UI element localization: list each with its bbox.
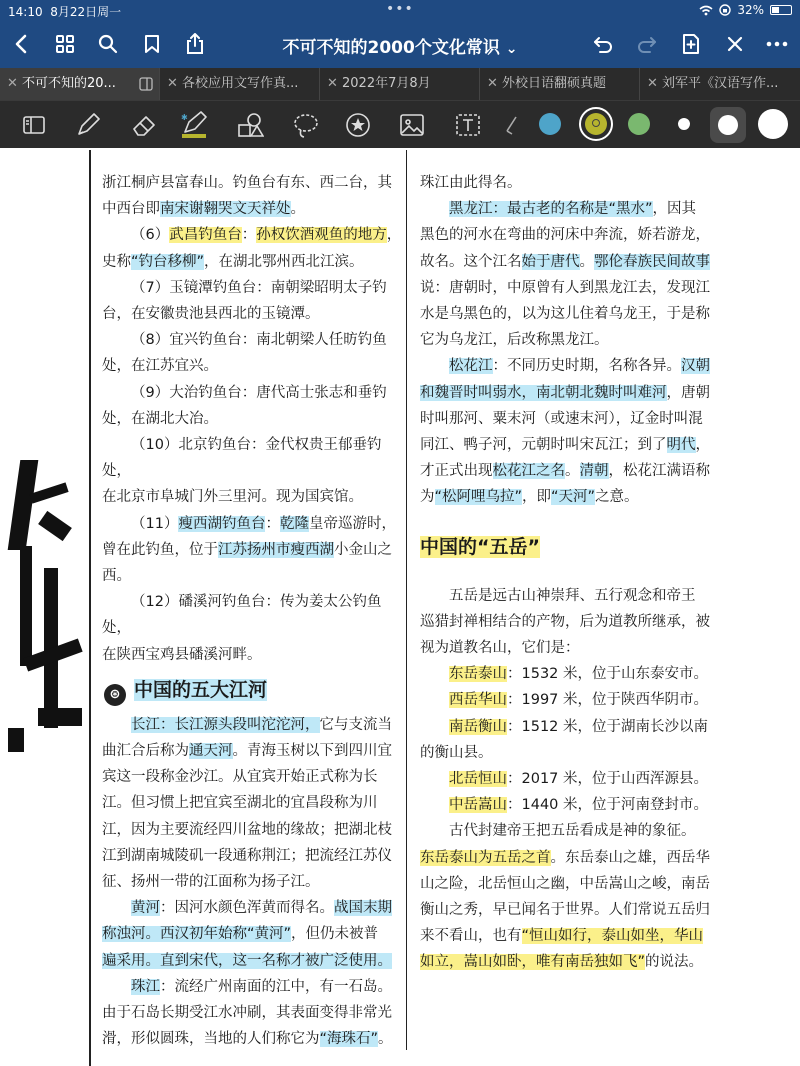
text-line: 同江、鸭子河，元朝时叫宋瓦江；到了明代， [420, 437, 710, 454]
text-line: 在北京市阜城门外三里河。现为国宾馆。 [102, 489, 363, 506]
highlight[interactable]: 北岳恒山 [449, 771, 507, 788]
search-icon[interactable] [93, 29, 123, 59]
text-line: 松花江：不同历史时期，名称各异。汉朝 [449, 358, 710, 375]
text-line: 珠江：流经广州南面的江中，有一石岛。 [131, 978, 392, 995]
laser-icon[interactable] [500, 109, 522, 141]
highlight[interactable]: 东岳泰山 [449, 666, 507, 683]
add-page-icon[interactable] [676, 29, 706, 59]
text-line: （6）武昌钓鱼台：孙权饮酒观鱼的地方， [131, 227, 402, 244]
text-line: 浙江桐庐县富春山。钓鱼台有东、西二台，其 [102, 175, 392, 191]
highlight[interactable]: 如立，嵩山如卧，唯有南岳独如飞” [420, 954, 646, 971]
column-border-left [89, 150, 91, 1066]
text-line: 处，在湖北大冶。 [102, 410, 218, 427]
text-line: 和魏晋时叫弱水，南北朝北魏时叫难河，唐朝 [420, 384, 710, 401]
highlight[interactable]: 南岳衡山 [449, 718, 507, 735]
section-heading-rivers [102, 668, 402, 712]
tab-item[interactable]: ✕ 外校日语翻硕真题 [480, 68, 640, 100]
text-line: 为“松阿哩乌拉”，即“天河”之意。 [420, 489, 639, 506]
grid-icon[interactable] [50, 29, 80, 59]
highlight[interactable]: 中岳嵩山 [449, 797, 507, 814]
text-line: 南岳衡山：1512 米，位于湖南长沙以南 [449, 718, 709, 735]
highlight[interactable]: 西岳华山 [449, 692, 507, 709]
orientation-lock-icon [719, 4, 731, 16]
text-line: 北岳恒山：2017 米，位于山西浑源县。 [449, 771, 709, 788]
stroke-size-large[interactable] [758, 109, 788, 139]
text-line: （12）磻溪河钓鱼台：传为姜太公钓鱼处， [102, 594, 382, 637]
highlight[interactable]: “钓台移柳” [131, 253, 205, 270]
text-line: 史称“钓台移柳”，在湖北鄂州西北江滨。 [102, 253, 364, 270]
document-title[interactable]: 不可不知的2000个文化常识 ⌄ [282, 38, 518, 58]
highlight[interactable]: “天河” [551, 489, 596, 506]
text-line: 宾这一段称金沙江。从宜宾开始正式称为长 [102, 769, 378, 786]
more-icon[interactable] [762, 29, 792, 59]
text-line: 在陕西宝鸡县磻溪河畔。 [102, 646, 262, 663]
document-page[interactable] [0, 148, 800, 1066]
highlighter-icon[interactable] [178, 109, 210, 141]
tab-item[interactable]: ✕ 各校应用文写作真... [160, 68, 320, 100]
highlight[interactable]: 称浊河。西汉初年始称 [102, 926, 247, 943]
column-divider [406, 150, 407, 1050]
chevron-left-icon[interactable] [6, 29, 36, 59]
text-line: 五岳是远古山神崇拜、五行观念和帝王 [449, 587, 696, 604]
text-line: 滑，形似圆珠，当地的人们称它为“海珠石”。 [102, 1031, 393, 1048]
text-line: 时叫那河、粟末河（或速末河），辽金时叫混 [420, 410, 703, 427]
status-right [699, 3, 792, 17]
text-line: 西。 [102, 568, 131, 585]
highlight[interactable]: 中国的“五岳” [420, 535, 540, 558]
highlight[interactable]: “黄河” [247, 926, 292, 943]
text-line: 古代封建帝王把五岳看成是神的象征。 [449, 823, 696, 840]
highlight[interactable]: 黑龙江：最古老的名称是 [449, 201, 609, 218]
left-column [102, 170, 402, 1053]
color-swatch-blue[interactable] [539, 113, 561, 135]
highlight[interactable]: 松花江 [449, 358, 493, 375]
highlight[interactable]: 瘦西湖钓鱼台 [178, 515, 266, 532]
text-line: 江。但习惯上把宜宾至湖北的宜昌段称为川 [102, 795, 378, 812]
highlight[interactable]: 中国的五大江河 [134, 678, 268, 701]
highlight[interactable]: 孙权饮酒观鱼的地方 [256, 227, 387, 244]
undo-icon[interactable] [588, 29, 618, 59]
highlight[interactable]: 鄂伦春族民间故事 [594, 253, 710, 270]
stroke-size-medium-selected[interactable] [710, 107, 746, 143]
text-line: 水是乌黑色的，以为这儿住着乌龙王，于是称 [420, 306, 710, 323]
text-line: （11）瘦西湖钓鱼台：乾隆皇帝巡游时， [131, 515, 396, 532]
split-view-icon[interactable] [139, 77, 153, 91]
highlight[interactable]: 乾隆 [279, 515, 309, 532]
tab-close-icon[interactable]: ✕ [487, 76, 498, 91]
eraser-icon[interactable] [128, 109, 160, 141]
pen-icon[interactable] [72, 109, 104, 141]
text-line: 黑龙江：最古老的名称是“黑水”，因其 [449, 201, 697, 218]
highlight[interactable]: 汉朝 [681, 358, 710, 375]
highlight[interactable]: “海珠石” [319, 1031, 379, 1048]
emblem-icon: ⊛ [104, 684, 126, 706]
right-column [420, 170, 720, 976]
text-line: （7）玉镜潭钓鱼台：南朝梁昭明太子钓 [131, 279, 387, 296]
tab-close-icon[interactable]: ✕ [647, 76, 658, 91]
text-line [102, 948, 402, 974]
text-line: 山之险，北岳恒山之幽，中岳嵩山之峻，南岳 [420, 875, 710, 892]
text-line: 曾在此钓鱼，位于江苏扬州市瘦西湖小金山之 [102, 541, 392, 558]
text-line: 江到湖南城陵矶一段通称荆江；把流经江苏仪 [102, 847, 392, 864]
text-line: 长江：长江源头段叫沱沱河，它与支流当 [131, 716, 392, 733]
highlight[interactable]: 始于唐代 [521, 253, 580, 270]
tab-close-icon[interactable]: ✕ [7, 76, 18, 91]
highlight[interactable]: 武昌钓鱼台 [169, 227, 242, 244]
color-swatch-olive-selected[interactable] [579, 107, 613, 141]
text-line: 征、扬州一带的江面称为扬子江。 [102, 874, 320, 891]
highlight[interactable]: 清朝 [579, 463, 609, 480]
share-icon[interactable] [180, 29, 210, 59]
battery-percent: 32% [737, 3, 764, 17]
text-line: 西岳华山：1997 米，位于陕西华阴市。 [449, 692, 709, 709]
wifi-icon [699, 5, 713, 16]
text-line: 故名。这个江名始于唐代。鄂伦春族民间故事 [420, 253, 710, 270]
text-line: 台，在安徽贵池县西北的玉镜潭。 [102, 306, 320, 323]
highlight[interactable]: 通天河 [189, 743, 233, 760]
highlight[interactable]: 遍采用。直到宋代，这一名称才被广泛使用。 [102, 952, 392, 969]
title-chevron-down-icon[interactable]: ⌄ [505, 41, 518, 57]
text-line: 黄河：因河水颜色浑黄而得名。战国末期 [131, 900, 392, 917]
text-line: 中西台即南宋谢翱哭文天祥处。 [102, 201, 305, 218]
svg-text:✱: ✱ [181, 113, 188, 122]
highlight[interactable]: 战国末期 [334, 900, 392, 917]
sticker-icon[interactable] [342, 109, 374, 141]
tab-close-icon[interactable]: ✕ [167, 76, 178, 91]
highlight[interactable]: 江苏扬州市瘦西湖 [218, 541, 334, 558]
highlight[interactable]: “恒山如行，泰山如坐，华山 [521, 928, 704, 945]
highlight[interactable]: “黑水” [608, 201, 653, 218]
top-navigation-bar [0, 20, 800, 68]
text-line: 衡山之秀，早已闻名于世界。人们常说五岳归 [420, 902, 710, 919]
highlight[interactable]: 松花江之名 [492, 463, 565, 480]
text-line: （8）宜兴钓鱼台：南北朝梁人任昉钓鱼 [131, 332, 387, 349]
text-line: 如立，嵩山如卧，唯有南岳独如飞”的说法。 [420, 954, 704, 971]
highlight[interactable]: 南宋谢翱哭文天祥处 [160, 201, 291, 218]
highlight[interactable]: 珠江 [131, 978, 160, 995]
stroke-size-small[interactable] [678, 118, 690, 130]
text-line: 东岳泰山：1532 米，位于山东泰安市。 [449, 666, 709, 683]
battery-icon [770, 5, 792, 15]
text-line: 它为乌龙江，后改称黑龙江。 [420, 332, 609, 349]
tab-close-icon[interactable]: ✕ [327, 76, 338, 91]
text-line: 视为道教名山，它们是： [420, 640, 580, 657]
text-line: 处，在江苏宜兴。 [102, 358, 218, 375]
highlight[interactable]: 长江：长江源头段叫沱沱河， [131, 716, 320, 733]
status-time: 14:10 8月22日周一 [8, 5, 122, 19]
bookmark-icon[interactable] [137, 29, 167, 59]
document-tabs [0, 68, 800, 100]
sidebar-icon[interactable] [18, 109, 50, 141]
image-icon[interactable] [396, 109, 428, 141]
highlight[interactable]: 东岳泰山为五岳之首 [420, 849, 551, 866]
highlight[interactable]: 和魏晋时叫弱水，南北朝北魏时叫难河 [420, 384, 667, 401]
text-line: 的衡山县。 [420, 744, 493, 761]
section-heading-mountains [420, 525, 720, 569]
shapes-icon[interactable] [234, 109, 266, 141]
text-line: 称浊河。西汉初年始称“黄河”，但仍未被普 [102, 926, 379, 943]
color-swatch-green[interactable] [628, 113, 650, 135]
text-line: （10）北京钓鱼台：金代权贵王郁垂钓处， [102, 437, 382, 480]
text-line: 曲汇合后称为通天河。青海玉树以下到四川宜 [102, 743, 392, 760]
multitask-dots-icon[interactable]: ••• [386, 1, 414, 17]
text-icon[interactable] [452, 109, 484, 141]
text-line: 黑色的河水在弯曲的河床中奔流，娇若游龙， [420, 227, 710, 244]
text-line: 中岳嵩山：1440 米，位于河南登封市。 [449, 797, 709, 814]
highlight[interactable]: “松阿哩乌拉” [434, 489, 523, 506]
text-line: （9）大治钓鱼台：唐代高士张志和垂钓 [131, 384, 387, 401]
text-line: 东岳泰山为五岳之首。东岳泰山之雄，西岳华 [420, 849, 710, 866]
lasso-icon[interactable] [290, 109, 322, 141]
text-line: 巡猎封禅相结合的产物，后为道教所继承，被 [420, 613, 710, 630]
tab-item[interactable]: ✕ 不可不知的20... [0, 68, 160, 100]
text-line: 才正式出现松花江之名。清朝，松花江满语称 [420, 463, 710, 480]
text-line: 来不看山，也有“恒山如行，泰山如坐，华山 [420, 928, 704, 945]
highlight[interactable]: 明代 [666, 437, 696, 454]
close-icon[interactable] [720, 29, 750, 59]
tab-item[interactable]: ✕ 2022年7月8月 [320, 68, 480, 100]
text-line: 由于石岛长期受江水冲刷，其表面变得非常光 [102, 1005, 392, 1022]
tab-item[interactable]: ✕ 刘军平《汉语写作... [640, 68, 800, 100]
text-line: 珠江由此得名。 [420, 175, 522, 191]
highlight[interactable]: 黄河 [131, 900, 160, 917]
text-line: 江，因为主要流经四川盆地的缘故；把湖北枝 [102, 821, 392, 838]
status-bar [0, 0, 800, 20]
text-line: 说：唐朝时，中原曾有人到黑龙江去，发现江 [420, 279, 710, 296]
annotation-toolbar [0, 100, 800, 148]
redo-icon[interactable] [632, 29, 662, 59]
